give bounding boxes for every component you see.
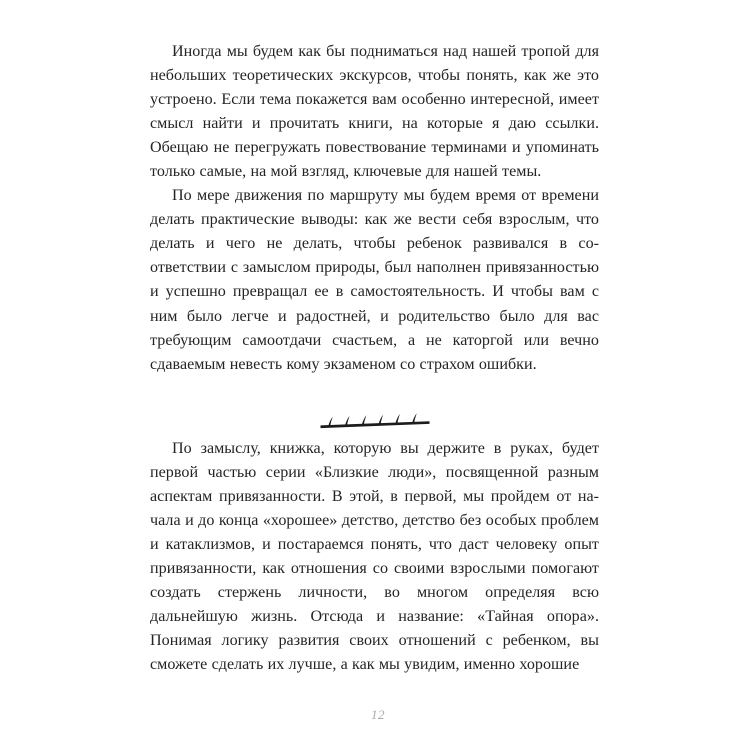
paragraph: Иногда мы будем как бы подниматься над нашей тропой для небольших теоретических экскурсов, чтобы понять, как же это устроено. Если тема покажется вам особенно интересной, имеет смысл найти и прочитать книги, на которые я даю ссылки. Обещаю не перегружать повествование терминами и упоминать только самые, на мой взгляд, ключевые для нашей темы.	[150, 43, 599, 181]
ornament-icon	[319, 407, 431, 429]
paragraph: По мере движения по маршруту мы будем время от времени делать практические выводы: как же вести себя взрослым, что делать и чего не делать, чтобы ребенок развивался в соответствии с замыслом природы, был наполнен привязанностью и успешно превращал ее в самостоятельность. И чтобы вам с ним было легче и радостней, и родительство было для вас требующим самоотдачи счастьем, а не каторгой или вечно сдаваемым невесть кому экзаменом со страхом ошибки.	[150, 187, 599, 373]
body-text-lower	[150, 437, 599, 677]
section-divider	[150, 404, 599, 432]
body-text-upper	[150, 40, 599, 377]
page-number: 12	[371, 707, 385, 722]
paragraph: По замыслу, книжка, которую вы держите в руках, будет первой частью серии «Близкие люди», посвященной разным аспектам привязанности. В этой, в первой, мы пройдем от начала и до конца «хорошее» детство, детство без особых проблем и катаклизмов, и постараемся понять, что даст человеку опыт привязанности, как отношения со своими взрослыми помогают создать стержень личности, во многом определяя всю дальнейшую жизнь. Отсюда и название: «Тайная опора». Понимая логику развития своих отношений с ребенком, вы сможете сделать их лучше, а как мы увидим, именно хорошие	[150, 440, 599, 674]
